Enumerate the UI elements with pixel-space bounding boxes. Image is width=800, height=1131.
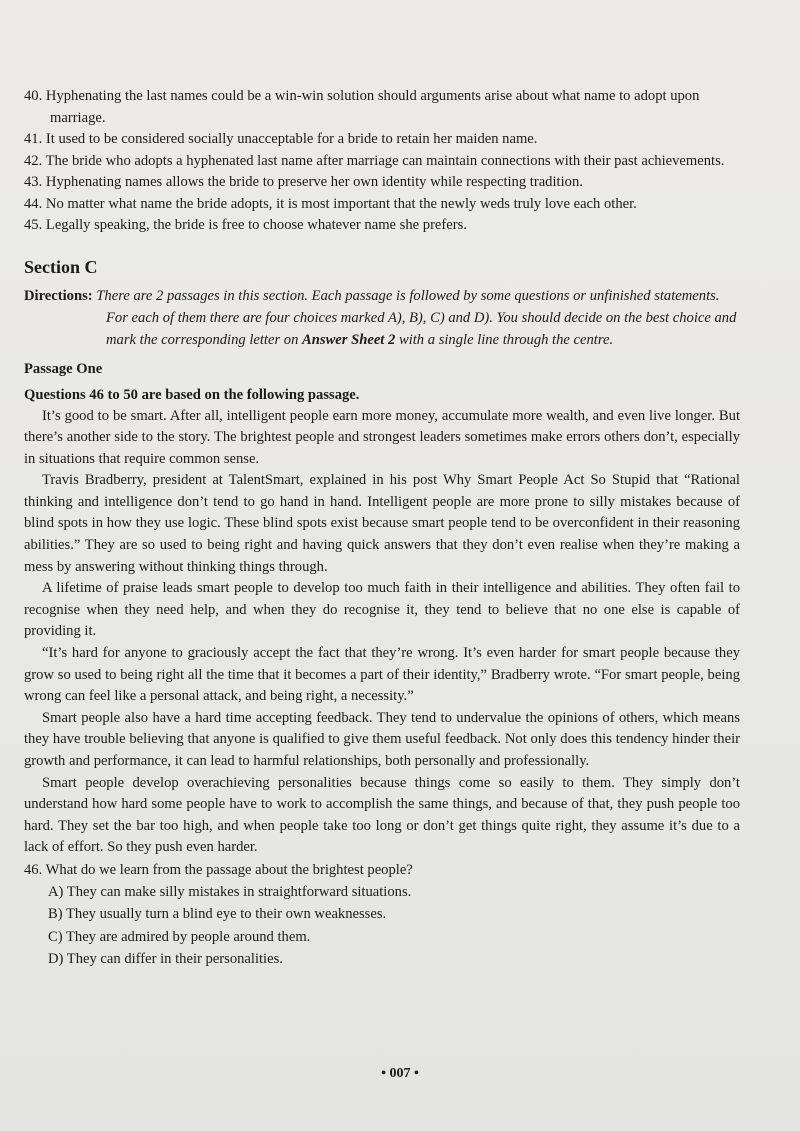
passage-paragraph: Smart people also have a hard time accepting feedback. They tend to undervalue the opinions of others, which means they have trouble believing that anyone is qualified to give them useful feedback. Not only does this tendency hinder their growth and performance, it can lead to harmful relationships, both personally and professionally. (24, 709, 740, 769)
statement-42: 42. The bride who adopts a hyphenated last name after marriage can maintain connections with their past achievements. (24, 152, 725, 169)
page-number: • 007 • (381, 1066, 419, 1081)
statement-43: 43. Hyphenating names allows the bride to preserve her own identity while respecting tradition. (24, 174, 583, 190)
directions-label: Directions: (24, 287, 93, 304)
passage-body (24, 406, 740, 859)
directions-text: There are 2 passages in this section. Each passage is followed by some questions or unfinished statements. For each of them there are four choices marked A), B), C) and D). You should decide on the best choice and mark the corresponding letter on Answer Sheet 2 with a single line through the centre. (96, 287, 737, 348)
statement-40: 40. Hyphenating the last names could be a win-win solution should arguments arise about what name to adopt upon marriage. (24, 88, 700, 126)
passage-paragraph: “It’s hard for anyone to graciously accept the fact that they’re wrong. It’s even harder for smart people because they grow so used to being right all the time that it becomes a part of their identity,” Bradberry wrote. “For smart people, being wrong can feel like a personal attack, and being right, a necessity.” (24, 645, 740, 705)
option-d[interactable]: D) They can differ in their personalities. (48, 951, 283, 968)
option-b[interactable]: B) They usually turn a blind eye to their own weaknesses. (48, 906, 387, 923)
questions-heading: Questions 46 to 50 are based on the following passage. (24, 386, 360, 403)
passage-paragraph: Smart people develop overachieving personalities because things come so easily to them. They simply don’t understand how hard some people have to work to accomplish the same things, and because of that, they push people too hard. They set the bar too high, and when people take too long or don’t get things quite right, they assume it’s due to a lack of effort. So they push even harder. (24, 774, 740, 856)
statement-44: 44. No matter what name the bride adopts, it is most important that the newly weds truly love each other. (24, 195, 637, 212)
passage-paragraph: A lifetime of praise leads smart people to develop too much faith in their intelligence and abilities. They often fail to recognise when they need help, and when they do recognise it, they tend to believe that no one else is capable of providing it. (24, 580, 740, 640)
question-46-options (24, 881, 740, 971)
page-content (24, 86, 740, 971)
passage-paragraph: It’s good to be smart. After all, intelligent people earn more money, accumulate more wealth, and even live longer. But there’s another side to the story. The brightest people and strongest leaders sometimes make errors others don’t, especially in situations that require common sense. (24, 407, 740, 467)
question-46-stem: 46. What do we learn from the passage about the brightest people? (24, 861, 413, 878)
statement-45: 45. Legally speaking, the bride is free to choose whatever name she prefers. (24, 217, 467, 233)
section-title: Section C (24, 256, 98, 277)
option-c[interactable]: C) They are admired by people around them. (48, 928, 311, 945)
passage-title: Passage One (24, 360, 103, 377)
section-directions (24, 285, 740, 351)
statement-41: 41. It used to be considered socially unacceptable for a bride to retain her maiden name. (24, 131, 538, 147)
statement-list (24, 86, 740, 237)
passage-paragraph: Travis Bradberry, president at TalentSmart, explained in his post Why Smart People Act So Stupid that “Rational thinking and intelligence don’t tend to go hand in hand. Intelligent people are more prone to silly mistakes because of blind spots in how they use logic. These blind spots exist because smart people tend to be overconfident in their reasoning abilities.” They are so used to being right and having quick answers that they don’t even realise when they’re making a mess by answering without thinking things through. (24, 472, 740, 575)
option-a[interactable]: A) They can make silly mistakes in straightforward situations. (48, 883, 412, 900)
